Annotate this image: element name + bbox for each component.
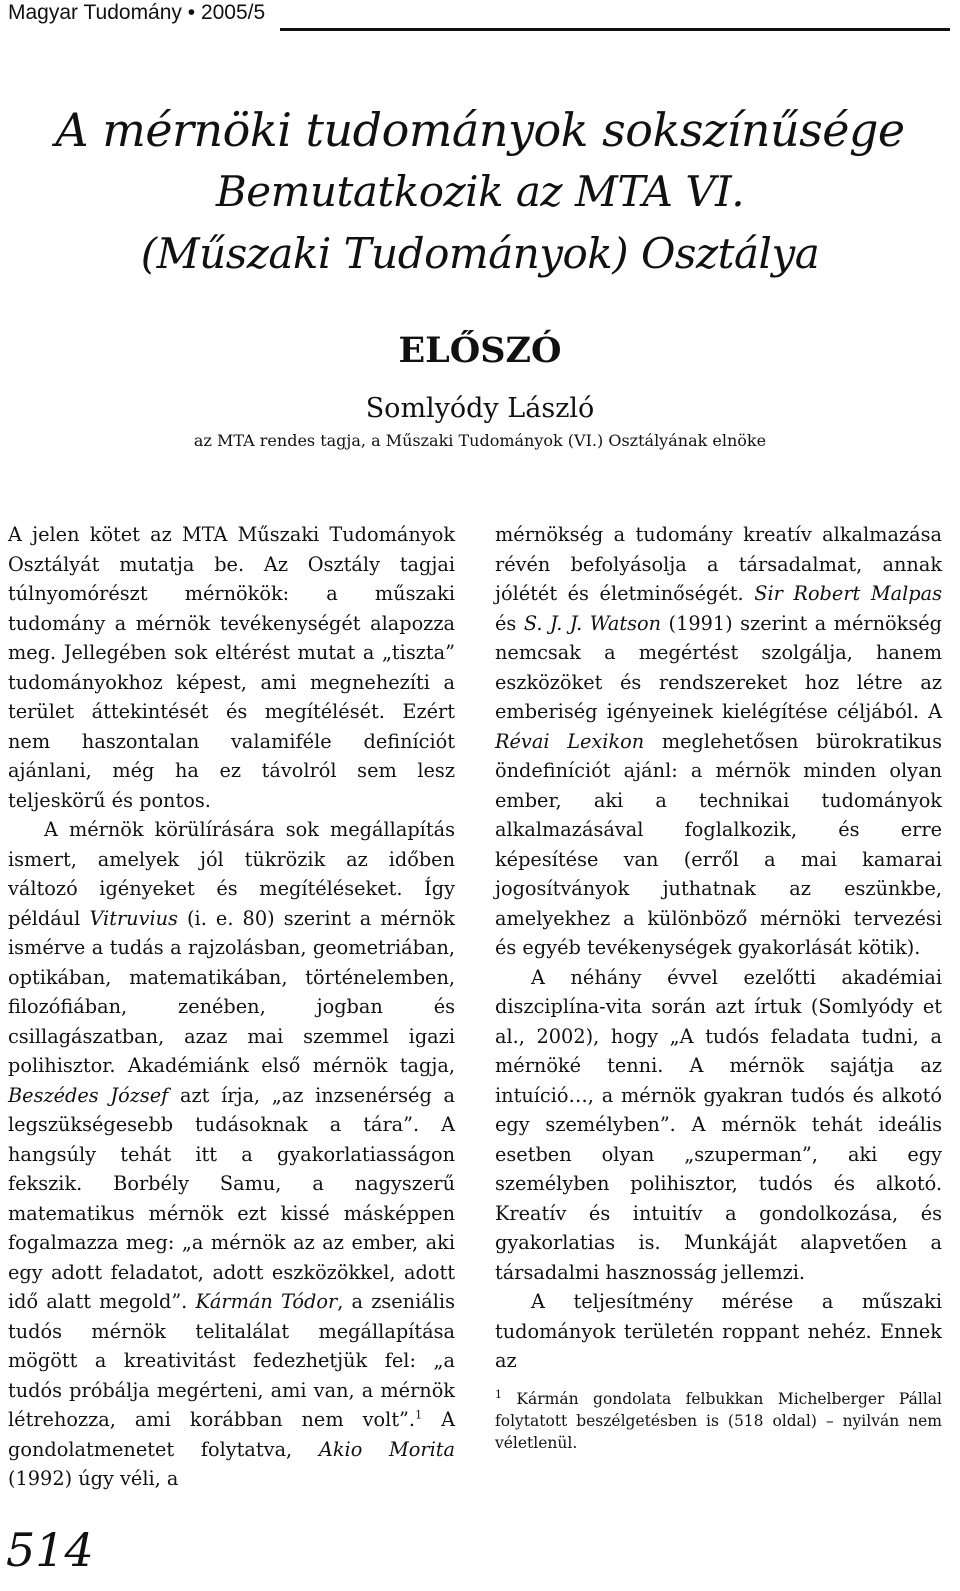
paragraph — [8, 520, 455, 815]
footnote-number: 1 — [495, 1387, 502, 1401]
paragraph — [495, 520, 942, 963]
paragraph: A néhány évvel ezelőtti akadémiai diszciplína-vita során azt írtuk (Somlyódy et al., 2002), hogy „A tudós feladata tudni, a mérnöké tenni. A mérnök sajátja az intuíció…, a mérnök gyakran tudós és alkotó egy személyben”. A mérnök tehát ideális esetben olyan „szuperman”, aki egy személyben polihisztor, tudós és alkotó. Kreatív és intuitív a gondolkozása, és gyakorlatias is. Munkáját alapvetően a társadalmi hasznosság jellemzi. — [495, 965, 942, 1284]
emphasis: Beszédes József — [8, 1083, 169, 1107]
paragraph: A teljesítmény mérése a műszaki tudományok területén roppant nehéz. Ennek az — [495, 1290, 942, 1372]
text: (1992) úgy véli, a — [8, 1467, 179, 1490]
emphasis: Révai Lexikon — [495, 729, 645, 753]
footnote — [495, 1388, 942, 1454]
right-column — [495, 520, 942, 1454]
author-affiliation: az MTA rendes tagja, a Műszaki Tudományok (VI.) Osztályának elnöke — [193, 431, 767, 450]
article-title-line-1: A mérnöki tudományok sokszínűsége — [55, 103, 905, 157]
emphasis: Akio Morita — [318, 1437, 456, 1461]
text: (i. e. 80) szerint a mérnök ismérve a tudás a rajzolásban, geometriában, optikában, matematikában, történelemben, filozófiában, zenében, jogban és csillagászatban, azaz mai szemmel igazi polihisztor. Akadémiánk első mérnök tagja, — [8, 906, 455, 1077]
text: , a zseniális tudós mérnök telitalálat megállapítása mögött a kreativitást fedezhetjük fel: „a tudós próbálja megérteni, ami van, a mérnök létrehozza, ami korábban nem volt”. — [8, 1290, 455, 1431]
text: (1991) szerint a mérnökség nemcsak a megértést szolgálja, hanem eszközöket és rendszereket hoz létre az emberiség igényeinek kielégítése céljából. A — [495, 611, 942, 723]
text: azt írja, „az inzsenérség a legszükségesebb tudásoknak a tára”. A hangsúly tehát itt a gyakorlatiasságon fekszik. Borbély Samu, a nagyszerű matematikus mérnök ezt kissé másképpen fogalmazza meg: „a mérnök az az ember, aki egy adott feladatot, adott eszközökkel, adott idő alatt megold”. — [8, 1083, 455, 1313]
emphasis: S. J. J. Watson — [523, 611, 662, 635]
page-header — [0, 0, 960, 36]
left-column — [8, 520, 455, 1494]
author-name: Somlyódy László — [365, 393, 595, 424]
text: A mérnök körülírására sok megállapítás ismert, amelyek jól tükrözik az időben változó igényeket és megítéléseket. Így például — [8, 818, 455, 930]
text: mérnökség a tudomány kreatív alkalmazása révén befolyásolja a társadalmat, annak jólétét és életminőségét. — [495, 523, 942, 605]
paragraph — [8, 815, 455, 1494]
emphasis: Vitruvius — [89, 906, 178, 930]
journal-title: Magyar Tudomány • 2005/5 — [8, 1, 266, 24]
footnote-ref: 1 — [415, 1408, 423, 1422]
text: és — [495, 611, 524, 635]
article-title-line-3: (Műszaki Tudományok) Osztálya — [140, 229, 820, 278]
emphasis: Sir Robert Malpas — [754, 582, 942, 605]
text: A gondolatmenetet folytatva, — [8, 1408, 456, 1461]
article-title-line-2: Bemutatkozik az MTA VI. — [215, 167, 745, 216]
header-rule — [280, 28, 950, 31]
page-number: 514 — [6, 1523, 94, 1577]
text: meglehetősen bürokratikus öndefiníciót ajánl: a mérnök minden olyan ember, aki a technikai tudományok alkalmazásával foglalkozik, és erre képesítése van (erről a mai kamarai jogosítványok juthatnak az eszünkbe, amelyekhez a különböző mérnöki tervezési és egyéb tevékenységek gyakorlását kötik). — [495, 729, 942, 959]
emphasis: Kármán Tódor — [195, 1290, 338, 1313]
section-heading: ELŐSZÓ — [398, 330, 562, 371]
text: A jelen kötet az MTA Műszaki Tudományok Osztályát mutatja be. Az Osztály tagjai túlnyomórészt mérnökök: a műszaki tudomány a mérnök tevékenységét alapozza meg. Jellegében sok eltérést mutat a „tiszta” tudományokhoz képest, ami megnehezíti a terület áttekintését és megítélését. Ezért nem haszontalan valamiféle definíciót ajánlani, még ha ez távolról sem lesz teljeskörű és pontos. — [8, 523, 455, 812]
footnote-text: Kármán gondolata felbukkan Michelberger Pállal folytatott beszélgetésben is (518 oldal) – nyilván nem véletlenül. — [495, 1389, 942, 1452]
